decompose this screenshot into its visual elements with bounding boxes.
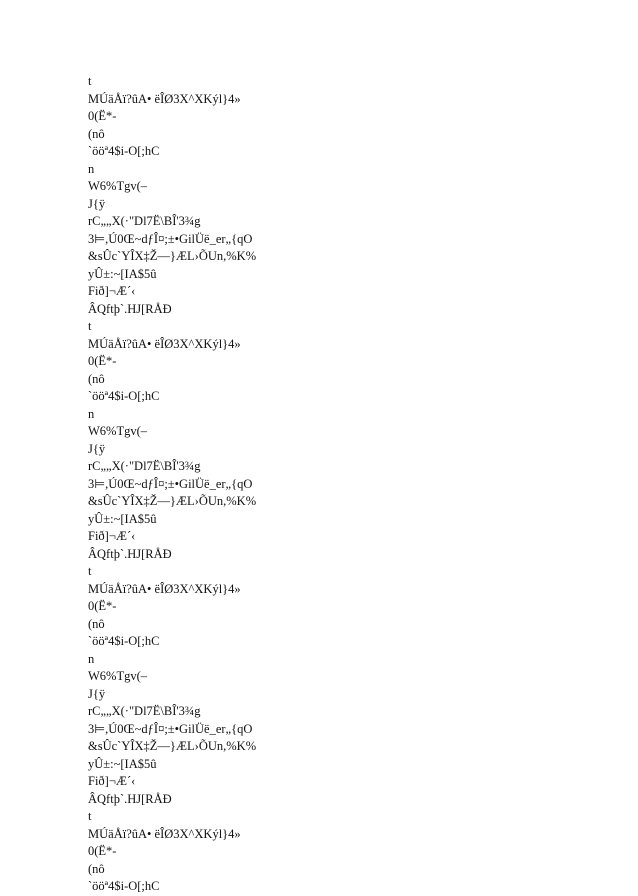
text-line: ÂQftþ`.HJ[RÅÐ <box>88 791 172 806</box>
text-line: t <box>88 809 92 823</box>
text-line: `ööª4$i-O[;hC <box>88 389 160 403</box>
text-line: MÚäÅï?ûA• ëÎØ3X^XKýl}4» <box>88 336 241 351</box>
text-line: ÂQftþ`.HJ[RÅÐ <box>88 301 172 316</box>
text-line: W6%Tgv(– <box>88 179 148 193</box>
text-line: Fið]¬Æ´‹ <box>88 529 136 543</box>
document-body-text <box>88 73 568 896</box>
text-line: 3⊨,Ú0Œ~dƒÎ¤;±•GilÜë_er„{qO <box>88 476 253 491</box>
text-line: rC„„X(·"Dl7Ë\BÎ'3¾g <box>88 214 201 228</box>
text-line: t <box>88 564 92 578</box>
text-line: (nô <box>88 371 105 386</box>
text-line: `ööª4$i-O[;hC <box>88 879 160 893</box>
text-line: MÚäÅï?ûA• ëÎØ3X^XKýl}4» <box>88 91 241 106</box>
text-line: MÚäÅï?ûA• ëÎØ3X^XKýl}4» <box>88 826 241 841</box>
text-line: &sÛc`YÎX‡Ž—}ÆL›ÕUn,%K% <box>88 739 257 753</box>
text-line: 0(Ë*- <box>88 109 117 123</box>
text-line: (nô <box>88 616 105 631</box>
text-line: W6%Tgv(– <box>88 424 148 438</box>
text-line: 3⊨,Ú0Œ~dƒÎ¤;±•GilÜë_er„{qO <box>88 231 253 246</box>
text-line: ÂQftþ`.HJ[RÅÐ <box>88 546 172 561</box>
text-line: J{ÿ <box>88 196 106 211</box>
text-line: 0(Ë*- <box>88 844 117 858</box>
text-line: `ööª4$i-O[;hC <box>88 144 160 158</box>
text-line: MÚäÅï?ûA• ëÎØ3X^XKýl}4» <box>88 581 241 596</box>
text-line: (nô <box>88 861 105 876</box>
text-line: J{ÿ <box>88 686 106 701</box>
text-line: Fið]¬Æ´‹ <box>88 774 136 788</box>
text-line: `ööª4$i-O[;hC <box>88 634 160 648</box>
text-line: 0(Ë*- <box>88 354 117 368</box>
text-line: n <box>88 406 95 421</box>
text-line: yÛ±:~[IA$5û <box>88 756 157 771</box>
text-line: Fið]¬Æ´‹ <box>88 284 136 298</box>
text-line: yÛ±:~[IA$5û <box>88 266 157 281</box>
text-line: t <box>88 319 92 333</box>
text-line: &sÛc`YÎX‡Ž—}ÆL›ÕUn,%K% <box>88 494 257 508</box>
text-line: rC„„X(·"Dl7Ë\BÎ'3¾g <box>88 459 201 473</box>
text-line: n <box>88 651 95 666</box>
text-line: &sÛc`YÎX‡Ž—}ÆL›ÕUn,%K% <box>88 249 257 263</box>
text-line: t <box>88 74 92 88</box>
text-line: yÛ±:~[IA$5û <box>88 511 157 526</box>
text-line: 3⊨,Ú0Œ~dƒÎ¤;±•GilÜë_er„{qO <box>88 721 253 736</box>
text-line: (nô <box>88 126 105 141</box>
text-line: J{ÿ <box>88 441 106 456</box>
text-line: W6%Tgv(– <box>88 669 148 683</box>
text-line: n <box>88 161 95 176</box>
text-line: rC„„X(·"Dl7Ë\BÎ'3¾g <box>88 704 201 718</box>
text-line: 0(Ë*- <box>88 599 117 613</box>
